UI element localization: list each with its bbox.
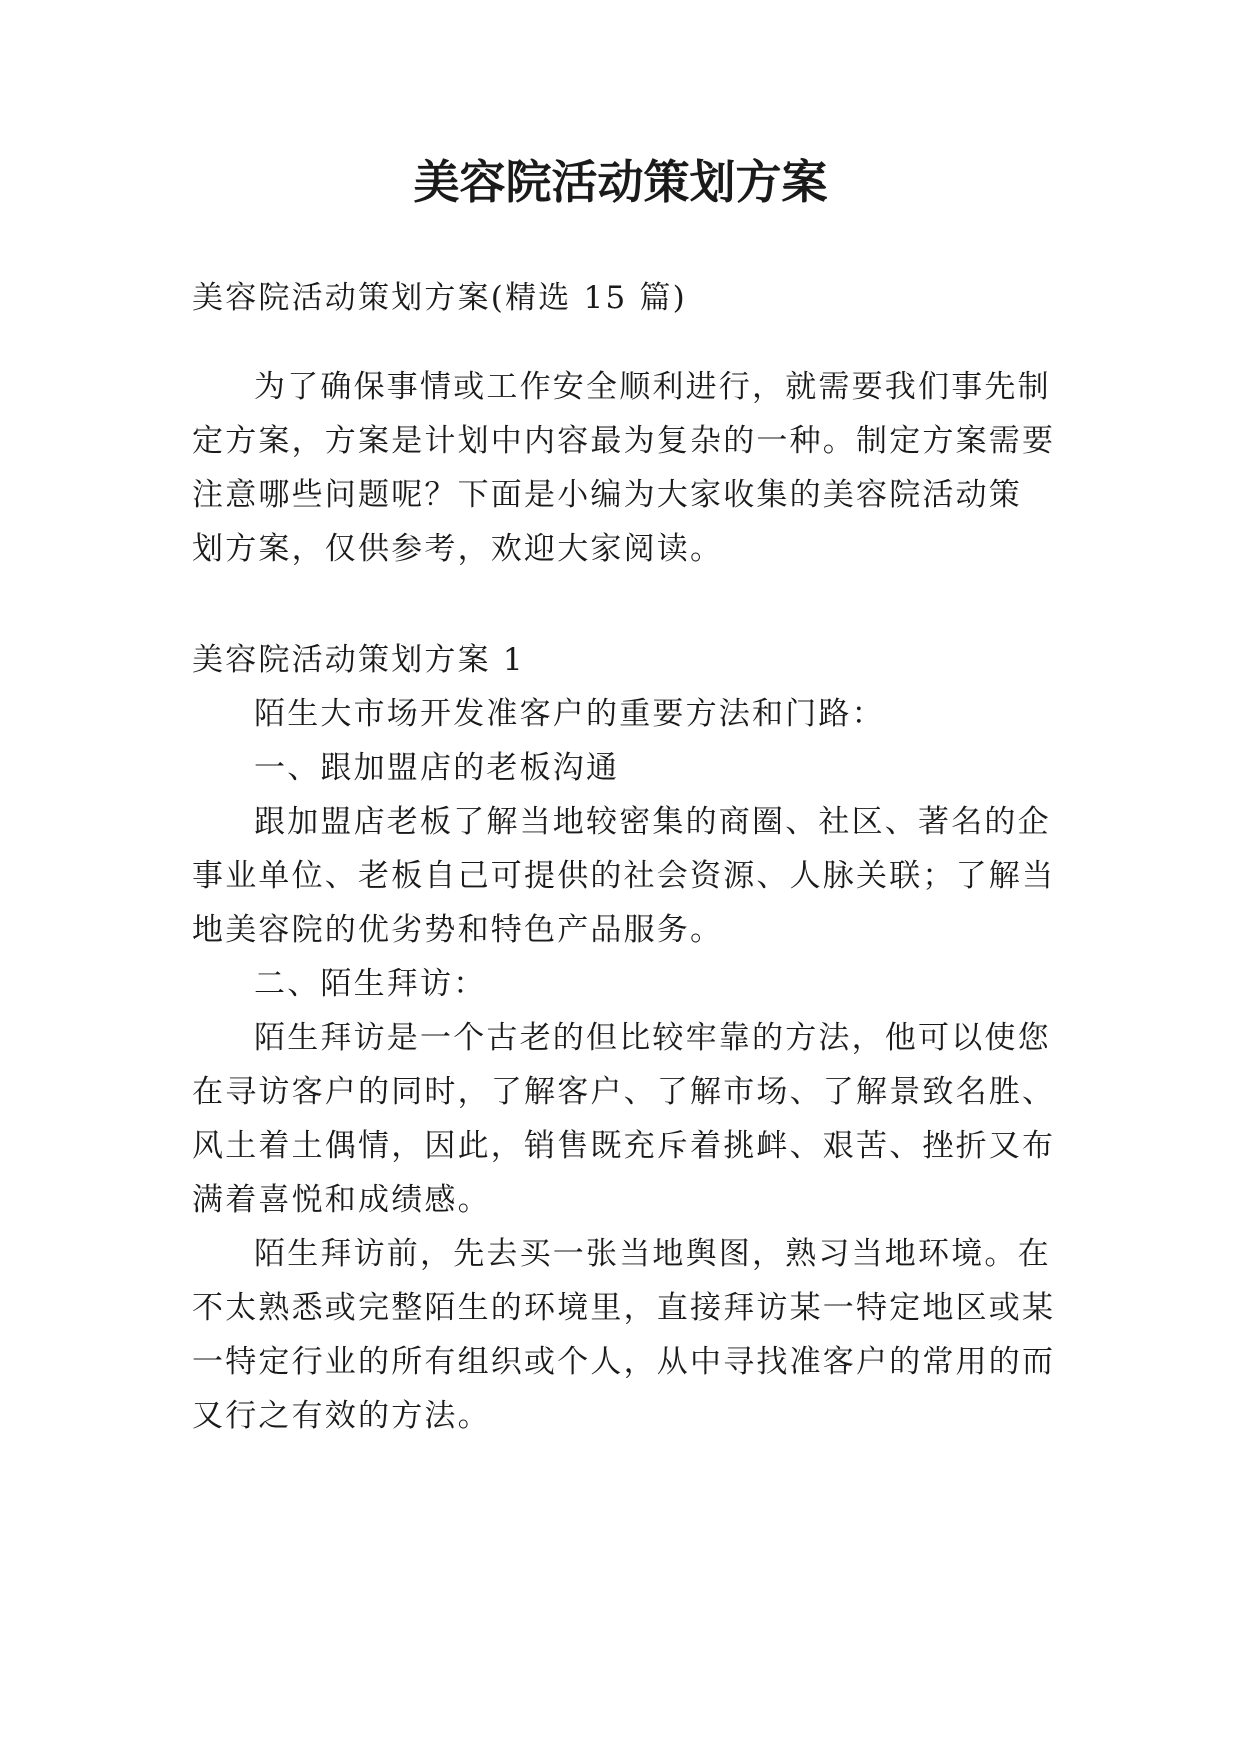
paragraph-line: 在寻访客户的同时，了解客户、了解市场、了解景致名胜、 xyxy=(192,1074,1056,1110)
paragraph-line: 划方案，仅供参考，欢迎大家阅读。 xyxy=(192,531,724,567)
paragraph-line: 注意哪些问题呢？下面是小编为大家收集的美容院活动策 xyxy=(192,477,1022,513)
paragraph-line: 陌生拜访前，先去买一张当地舆图，熟习当地环境。在 xyxy=(254,1236,1051,1272)
paragraph-line: 定方案，方案是计划中内容最为复杂的一种。制定方案需要 xyxy=(192,423,1056,459)
section-heading: 美容院活动策划方案 1 xyxy=(192,642,525,678)
paragraph-line: 满着喜悦和成绩感。 xyxy=(192,1182,491,1218)
paragraph-line: 陌生拜访是一个古老的但比较牢靠的方法，他可以使您 xyxy=(254,1020,1051,1056)
document-subtitle: 美容院活动策划方案(精选 15 篇) xyxy=(192,280,687,316)
paragraph-line: 又行之有效的方法。 xyxy=(192,1398,491,1434)
paragraph-line: 事业单位、老板自己可提供的社会资源、人脉关联；了解当 xyxy=(192,858,1056,894)
paragraph-line: 风土着土偶情，因此，销售既充斥着挑衅、艰苦、挫折又布 xyxy=(192,1128,1056,1164)
paragraph-line: 不太熟悉或完整陌生的环境里，直接拜访某一特定地区或某 xyxy=(192,1290,1056,1326)
paragraph-line: 跟加盟店老板了解当地较密集的商圈、社区、著名的企 xyxy=(254,804,1051,840)
paragraph-line: 地美容院的优劣势和特色产品服务。 xyxy=(192,912,724,948)
paragraph-line: 一特定行业的所有组织或个人，从中寻找准客户的常用的而 xyxy=(192,1344,1056,1380)
paragraph-line: 陌生大市场开发准客户的重要方法和门路： xyxy=(254,696,885,732)
subsection-heading: 一、跟加盟店的老板沟通 xyxy=(254,750,620,786)
paragraph-line: 为了确保事情或工作安全顺利进行，就需要我们事先制 xyxy=(254,369,1051,405)
subsection-heading: 二、陌生拜访： xyxy=(254,966,487,1002)
document-title: 美容院活动策划方案 xyxy=(413,155,828,209)
